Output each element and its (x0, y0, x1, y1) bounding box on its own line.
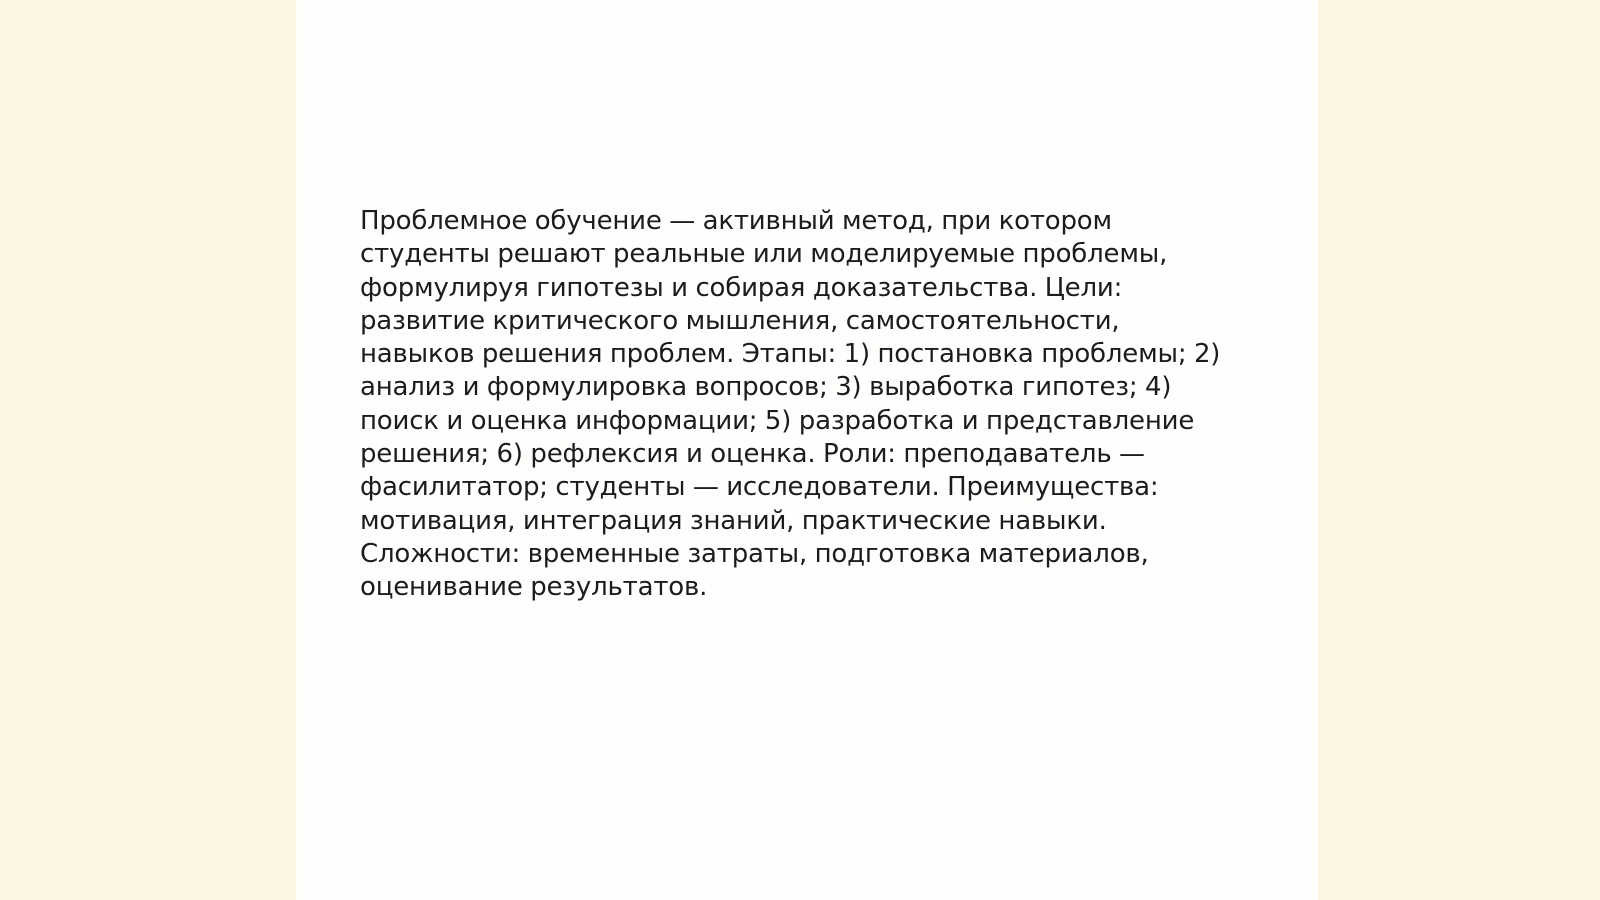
document-paragraph: Проблемное обучение — активный метод, при котором студенты решают реальные или моделируемые проблемы, формулируя гипотезы и собирая доказательства. Цели: развитие критического мышления, самостоятельности, навыков решения проблем. Этапы: 1) постановка проблемы; 2) анализ и формулировка вопросов; 3) выработка гипотез; 4) поиск и оценка информации; 5) разработка и представление решения; 6) рефлексия и оценка. Роли: преподаватель — фасилитатор; студенты — исследователи. Преимущества: мотивация, интеграция знаний, практические навыки. Сложности: временные затраты, подготовка материалов, оценивание результатов. (360, 206, 1221, 603)
left-margin-panel (0, 0, 296, 900)
right-margin-panel (1318, 0, 1600, 900)
